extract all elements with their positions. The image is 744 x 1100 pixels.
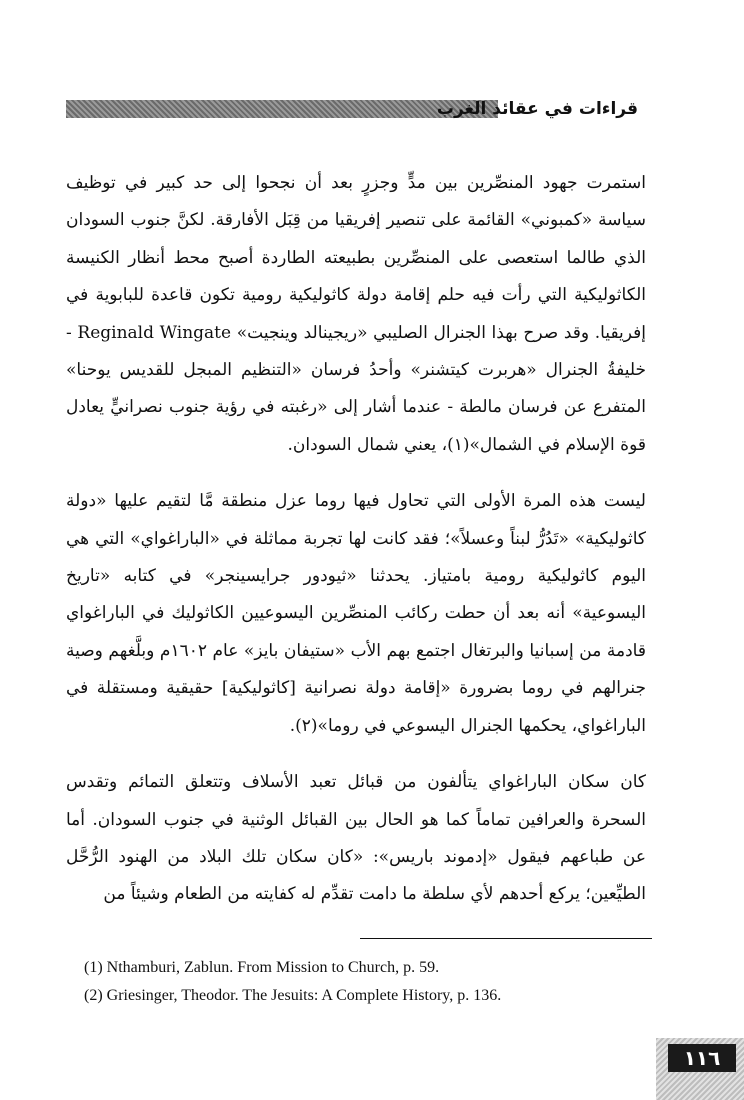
body-text	[66, 165, 646, 933]
footnote-separator	[360, 938, 652, 939]
footnote-2: (2) Griesinger, Theodor. The Jesuits: A Complete History, p. 136.	[84, 987, 502, 1004]
paragraph-1: استمرت جهود المنصِّرين بين مدٍّ وجزرٍ بعد أن نجحوا إلى حد كبير في توظيف سياسة «كمبوني» القائمة على تنصير إفريقيا من قِبَل الأفارقة. لكنَّ جنوب السودان الذي طالما استعصى على المنصِّرين بطبيعته الطاردة أصبح محط أنظار الكنيسة الكاثوليكية التي رأت فيه حلم إقامة دولة كاثوليكية رومية تكون قاعدة للبابوية في إفريقيا. وقد صرح بهذا الجنرال الصليبي «ريجينالد وينجيت» Reginald Wingate - خليفةُ الجنرال «هربرت كيتشنر» وأحدُ فرسان «التنظيم المبجل للقديس يوحنا» المتفرع عن فرسان مالطة - عندما أشار إلى «رغبته في رؤية جنوب نصرانيٍّ يعادل قوة الإسلام في الشمال»(١)، يعني شمال السودان.	[66, 173, 646, 455]
page-number: ١١٦	[668, 1044, 736, 1072]
page-number-block	[656, 1038, 744, 1100]
footnotes	[84, 954, 654, 1010]
footnote-1: (1) Nthamburi, Zablun. From Mission to Church, p. 59.	[84, 959, 440, 976]
paragraph-3: كان سكان الباراغواي يتألفون من قبائل تعبد الأسلاف وتتعلق التمائم وتقدس السحرة والعرافين تماماً كما هو الحال بين القبائل الوثنية في جنوب السودان. أما عن طباعهم فيقول «إدموند باريس»: «كان سكان تلك البلاد من الهنود الرُّحَّل الطيِّعين؛ يركع أحدهم لأي سلطة ما دامت تقدِّم له كفايته من الطعام وشيئاً من	[66, 772, 646, 905]
paragraph-2: ليست هذه المرة الأولى التي تحاول فيها روما عزل منطقة مَّا لتقيم عليها «دولة كاثوليكية» «تَدُرُّ لبناً وعسلاً»؛ فقد كانت لها تجربة مماثلة في «الباراغواي» التي هي اليوم كاثوليكية رومية بامتياز. يحدثنا «ثيودور جرايسينجر» في كتابه «تاريخ اليسوعية» أنه بعد أن حطت ركائب المنصِّرين اليسوعيين الكاثوليك في الباراغواي قادمة من إسبانيا والبرتغال اجتمع بهم الأب «ستيفان بايز» عام ١٦٠٢م وبلَّغهم وصية جنرالهم في روما بضرورة «إقامة دولة نصرانية [كاثوليكية] حقيقية ومستقلة في الباراغواي، يحكمها الجنرال اليسوعي في روما»(٢).	[66, 491, 646, 736]
running-header	[66, 96, 638, 122]
header-decorative-bar	[66, 100, 498, 118]
header-title: قراءات في عقائد الغرب	[436, 99, 638, 119]
